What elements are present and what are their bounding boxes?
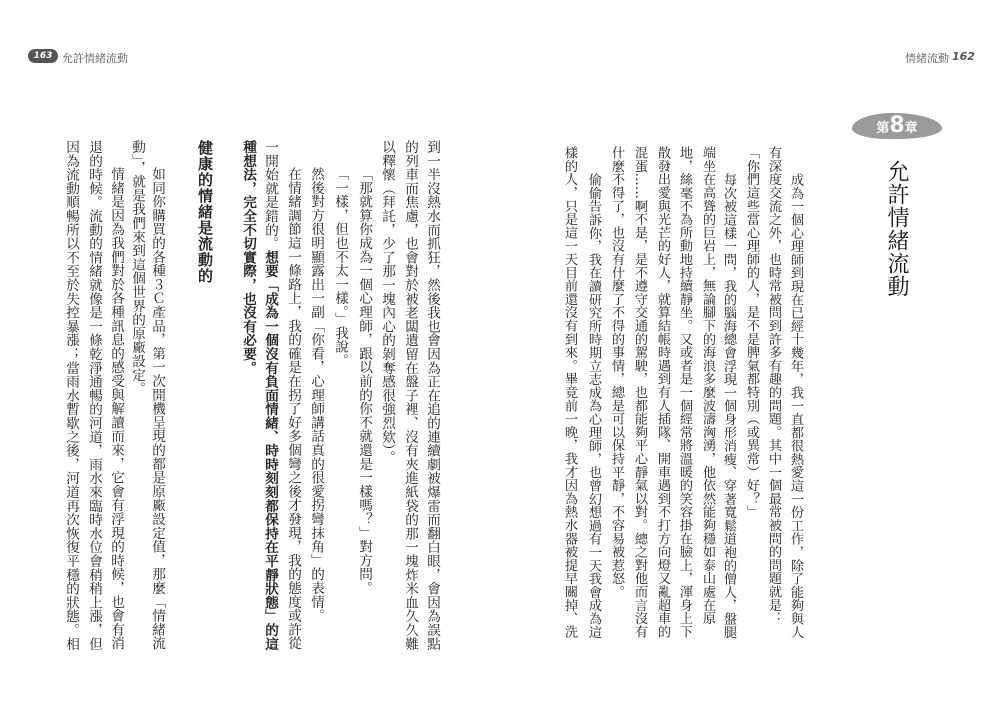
text-column: 什麼不得了，也沒有什麼了不得的事情，總是可以保持平靜，不容易被惹怒。	[609, 146, 624, 599]
text-column	[262, 140, 278, 651]
text-column: 成為一個心理師到現在已經十幾年，我一直都很熱愛這一份工作，除了能夠與人	[788, 173, 803, 639]
right-header-title: 情緒流動	[905, 52, 949, 65]
text-column: 端坐在高聳的巨岩上，無論腳下的海浪多麼波濤洶湧，他依然能夠穩如泰山處在原	[700, 146, 715, 625]
text-column-bold: 種想法，完全不切實際，也沒有必要。	[240, 140, 256, 375]
plain-text: 一開始就是錯的。	[262, 140, 278, 251]
chapter-title: 允許情緒流動	[884, 160, 909, 298]
bold-emphasis: 想要「成為一個沒有負面情緒、時時刻刻都保持在平靜狀態」的這	[262, 250, 278, 651]
chapter-badge	[852, 113, 942, 139]
text-column: 樣的人，只是這一天目前還沒有到來。畢竟前一晚，我才因為熱水器被提早關掉、洗	[562, 146, 577, 639]
text-column: 在情緒調節這一條路上，我的確是在拐了好多個彎之後才發現，我的態度或許從	[285, 167, 301, 650]
section-heading: 健康的情緒是流動的	[196, 140, 214, 284]
text-column: 因為流動順暢所以不至於失控暴漲；當雨水暫歇之後，河道再次恢復平穩的狀態。相	[63, 140, 79, 651]
left-header-title: 允許情緒流動	[62, 52, 128, 65]
text-column: 退的時候。流動的情緒就像是一條乾淨通暢的河道，雨水來臨時水位會稍稍上漲，但	[86, 140, 102, 651]
page-number-badge: 163	[28, 49, 58, 63]
text-column: 散發出愛與光芒的好人，就算結帳時遇到有人插隊、開車遇到不打方向燈又亂超車的	[655, 146, 670, 639]
text-column: 如同你購買的各種３Ｃ產品，第一次開機呈現的都是原廠設定值，那麼「情緒流	[149, 167, 165, 650]
text-column: 情緒是因為我們對於各種訊息的感受與解讀而來，它會有浮現的時候，也會有消	[108, 167, 124, 650]
chapter-prefix: 第	[876, 121, 890, 136]
text-column: 有深度交流之外，也時常被問到許多有趣的問題。其中一個最常被問的問題就是：	[766, 146, 781, 625]
text-column: 偷偷告訴你，我在讀研究所時期立志成為心理師，也曾幻想過有一天我會成為這	[586, 173, 601, 639]
text-column: 「一樣，但也不太一樣。」我說。	[332, 167, 348, 368]
text-column: 動」，就是我們來到這個世界的原廠設定。	[129, 140, 145, 396]
right-page-number: 162	[952, 50, 975, 63]
text-column: 然後對方很明顯露出一副「你看，心理師講話真的很愛拐彎抹角」的表情。	[308, 167, 324, 623]
text-column: 「你們這些當心理師的人，是不是脾氣都特別（或異常）好？」	[744, 146, 759, 519]
text-column: 每次被這樣一問，我的腦海總會浮現一個身形消瘦、穿著寬鬆道袍的僧人，盤腿	[721, 173, 736, 639]
chapter-suffix: 章	[904, 121, 918, 136]
text-column: 的列車而焦慮，也會對於被老闆遺留在盤子裡、沒有夾進紙袋的那一塊炸米血久久難	[402, 140, 418, 651]
chapter-number: 8	[889, 113, 905, 138]
text-column: 「那就算你成為一個心理師，跟以前的你不就還是一樣嗎？」對方問。	[356, 167, 372, 595]
text-column: 混蛋……啊不是，是不遵守交通的駕駛，也都能夠平心靜氣以對。總之對他而言沒有	[632, 146, 647, 639]
text-column: 地，絲毫不為所動地持續靜坐。又或者是一個經常將溫暖的笑容掛在臉上，渾身上下	[677, 146, 692, 639]
text-column: 以釋懷（拜託，少了那一塊內心的剝奪感很強烈欸）。	[379, 140, 395, 465]
text-column: 到一半沒熱水而抓狂，然後我也會因為正在追的連續劇被爆雷而翻白眼，會因為誤點	[424, 140, 440, 651]
